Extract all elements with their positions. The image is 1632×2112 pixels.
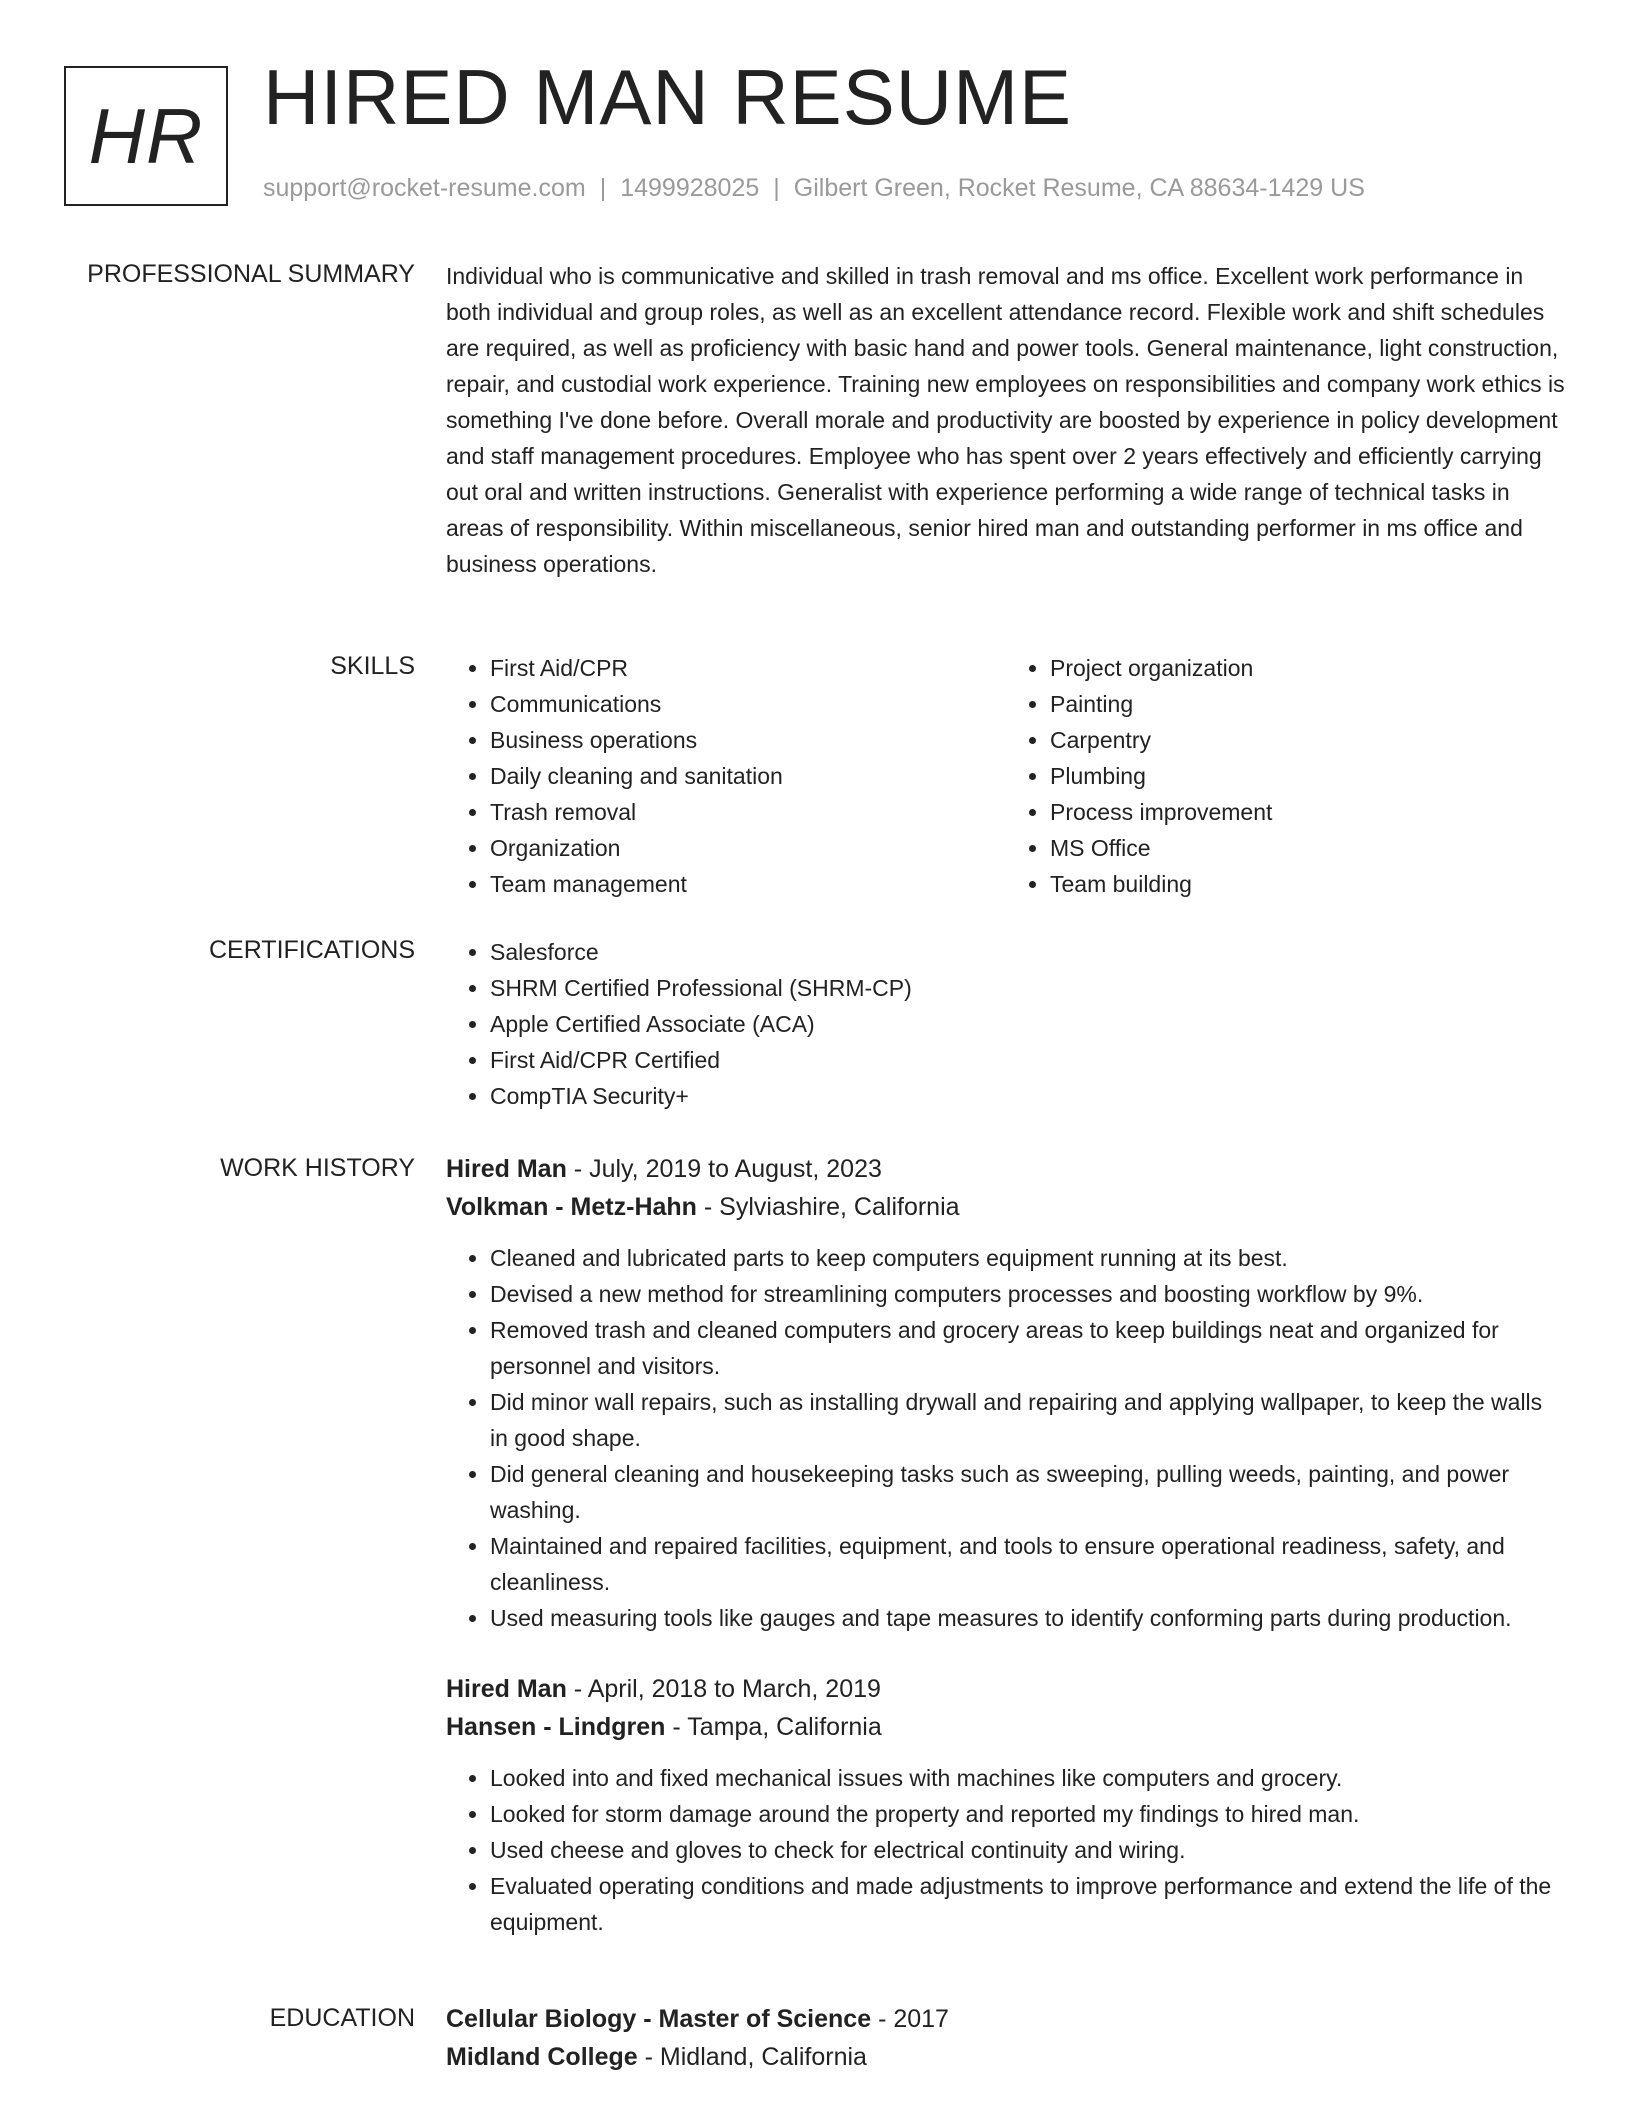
work-body — [446, 1150, 1566, 1940]
job-location: - Tampa, California — [665, 1713, 882, 1741]
education-body — [446, 2000, 1566, 2076]
list-item: • Looked into and fixed mechanical issues with machines like computers and grocery. — [490, 1760, 1566, 1796]
list-item: • First Aid/CPR — [490, 650, 1006, 686]
list-item: • Team building — [1050, 866, 1566, 902]
resume-title: HIRED MAN RESUME — [263, 53, 1073, 141]
list-item: • Apple Certified Associate (ACA) — [490, 1006, 1566, 1042]
job-role-line — [446, 1670, 1566, 1708]
list-item: • Devised a new method for streamlining computers processes and boosting workflow by 9%. — [490, 1276, 1566, 1312]
job-dates: - July, 2019 to August, 2023 — [566, 1155, 882, 1183]
education-degree-line — [446, 2000, 1566, 2038]
list-item: • Plumbing — [1050, 758, 1566, 794]
certifications-body — [446, 934, 1566, 1114]
skills-list-right — [1006, 650, 1566, 902]
list-item: • Looked for storm damage around the property and reported my findings to hired man. — [490, 1796, 1566, 1832]
section-title: PROFESSIONAL SUMMARY — [87, 260, 415, 288]
contact-line — [263, 174, 1365, 203]
list-item: • Process improvement — [1050, 794, 1566, 830]
job-entry — [446, 1150, 1566, 1636]
list-item: • First Aid/CPR Certified — [490, 1042, 1566, 1078]
job-bullets — [446, 1760, 1566, 1940]
summary-text: Individual who is communicative and skilled in trash removal and ms office. Excellent work performance in both individual and group roles, as well as an excellent attendance record. Flexible work and shift schedules are required, as well as proficiency with basic hand and power tools. General maintenance, light construction, repair, and custodial work experience. Training new employees on responsibilities and company work ethics is something I've done before. Overall morale and productivity are boosted by experience in policy development and staff management procedures. Employee who has spent over 2 years effectively and efficiently carrying out oral and written instructions. Generalist with experience performing a wide range of technical tasks in areas of responsibility. Within miscellaneous, senior hired man and outstanding performer in ms office and business operations. — [446, 263, 1565, 577]
list-item: • Used measuring tools like gauges and tape measures to identify conforming parts during production. — [490, 1600, 1566, 1636]
list-item: • Maintained and repaired facilities, equipment, and tools to ensure operational readiness, safety, and cleanliness. — [490, 1528, 1566, 1600]
list-item: • Carpentry — [1050, 722, 1566, 758]
education-location: - Midland, California — [637, 2043, 867, 2071]
job-company: Volkman - Metz-Hahn — [446, 1193, 697, 1221]
list-item: • Salesforce — [490, 934, 1566, 970]
skills-columns — [446, 650, 1566, 902]
section-title: EDUCATION — [269, 2004, 415, 2032]
list-item: • Did minor wall repairs, such as installing drywall and repairing and applying wallpaper, to keep the walls in good shape. — [490, 1384, 1566, 1456]
list-item: • Team management — [490, 866, 1006, 902]
list-item: • Used cheese and gloves to check for electrical continuity and wiring. — [490, 1832, 1566, 1868]
contact-separator: | — [599, 174, 607, 202]
list-item: • Trash removal — [490, 794, 1006, 830]
job-bullets — [446, 1240, 1566, 1636]
list-item: • Evaluated operating conditions and made adjustments to improve performance and extend the life of the equipment. — [490, 1868, 1566, 1940]
skills-list-left — [446, 650, 1006, 902]
job-entry — [446, 1670, 1566, 1940]
monogram-logo: HR — [64, 66, 228, 206]
job-company: Hansen - Lindgren — [446, 1713, 666, 1741]
list-item: • Did general cleaning and housekeeping tasks such as sweeping, pulling weeds, painting, and power washing. — [490, 1456, 1566, 1528]
section-title: CERTIFICATIONS — [208, 936, 415, 964]
job-dates: - April, 2018 to March, 2019 — [566, 1675, 881, 1703]
job-company-line — [446, 1188, 1566, 1226]
list-item: • Daily cleaning and sanitation — [490, 758, 1006, 794]
job-role: Hired Man — [446, 1675, 567, 1703]
section-title: WORK HISTORY — [220, 1154, 415, 1182]
list-item: • MS Office — [1050, 830, 1566, 866]
list-item: • Removed trash and cleaned computers and grocery areas to keep buildings neat and organized for personnel and visitors. — [490, 1312, 1566, 1384]
job-location: - Sylviashire, California — [696, 1193, 960, 1221]
contact-email: support@rocket-resume.com — [263, 174, 586, 202]
education-school-line — [446, 2038, 1566, 2076]
list-item: • Business operations — [490, 722, 1006, 758]
list-item: • Painting — [1050, 686, 1566, 722]
education-school: Midland College — [446, 2043, 638, 2071]
contact-separator: | — [773, 174, 780, 202]
section-title: SKILLS — [330, 652, 415, 680]
list-item: • Communications — [490, 686, 1006, 722]
contact-address: Gilbert Green, Rocket Resume, CA 88634-1429 US — [793, 174, 1365, 202]
education-year: - 2017 — [871, 2005, 949, 2033]
list-item: • SHRM Certified Professional (SHRM-CP) — [490, 970, 1566, 1006]
job-role-line — [446, 1150, 1566, 1188]
contact-phone: 1499928025 — [620, 174, 760, 202]
list-item: • Project organization — [1050, 650, 1566, 686]
list-item: • Cleaned and lubricated parts to keep computers equipment running at its best. — [490, 1240, 1566, 1276]
education-degree: Cellular Biology - Master of Science — [446, 2005, 872, 2033]
job-company-line — [446, 1708, 1566, 1746]
certifications-list — [446, 934, 1566, 1114]
list-item: • Organization — [490, 830, 1006, 866]
job-role: Hired Man — [446, 1155, 567, 1183]
list-item: • CompTIA Security+ — [490, 1078, 1566, 1114]
